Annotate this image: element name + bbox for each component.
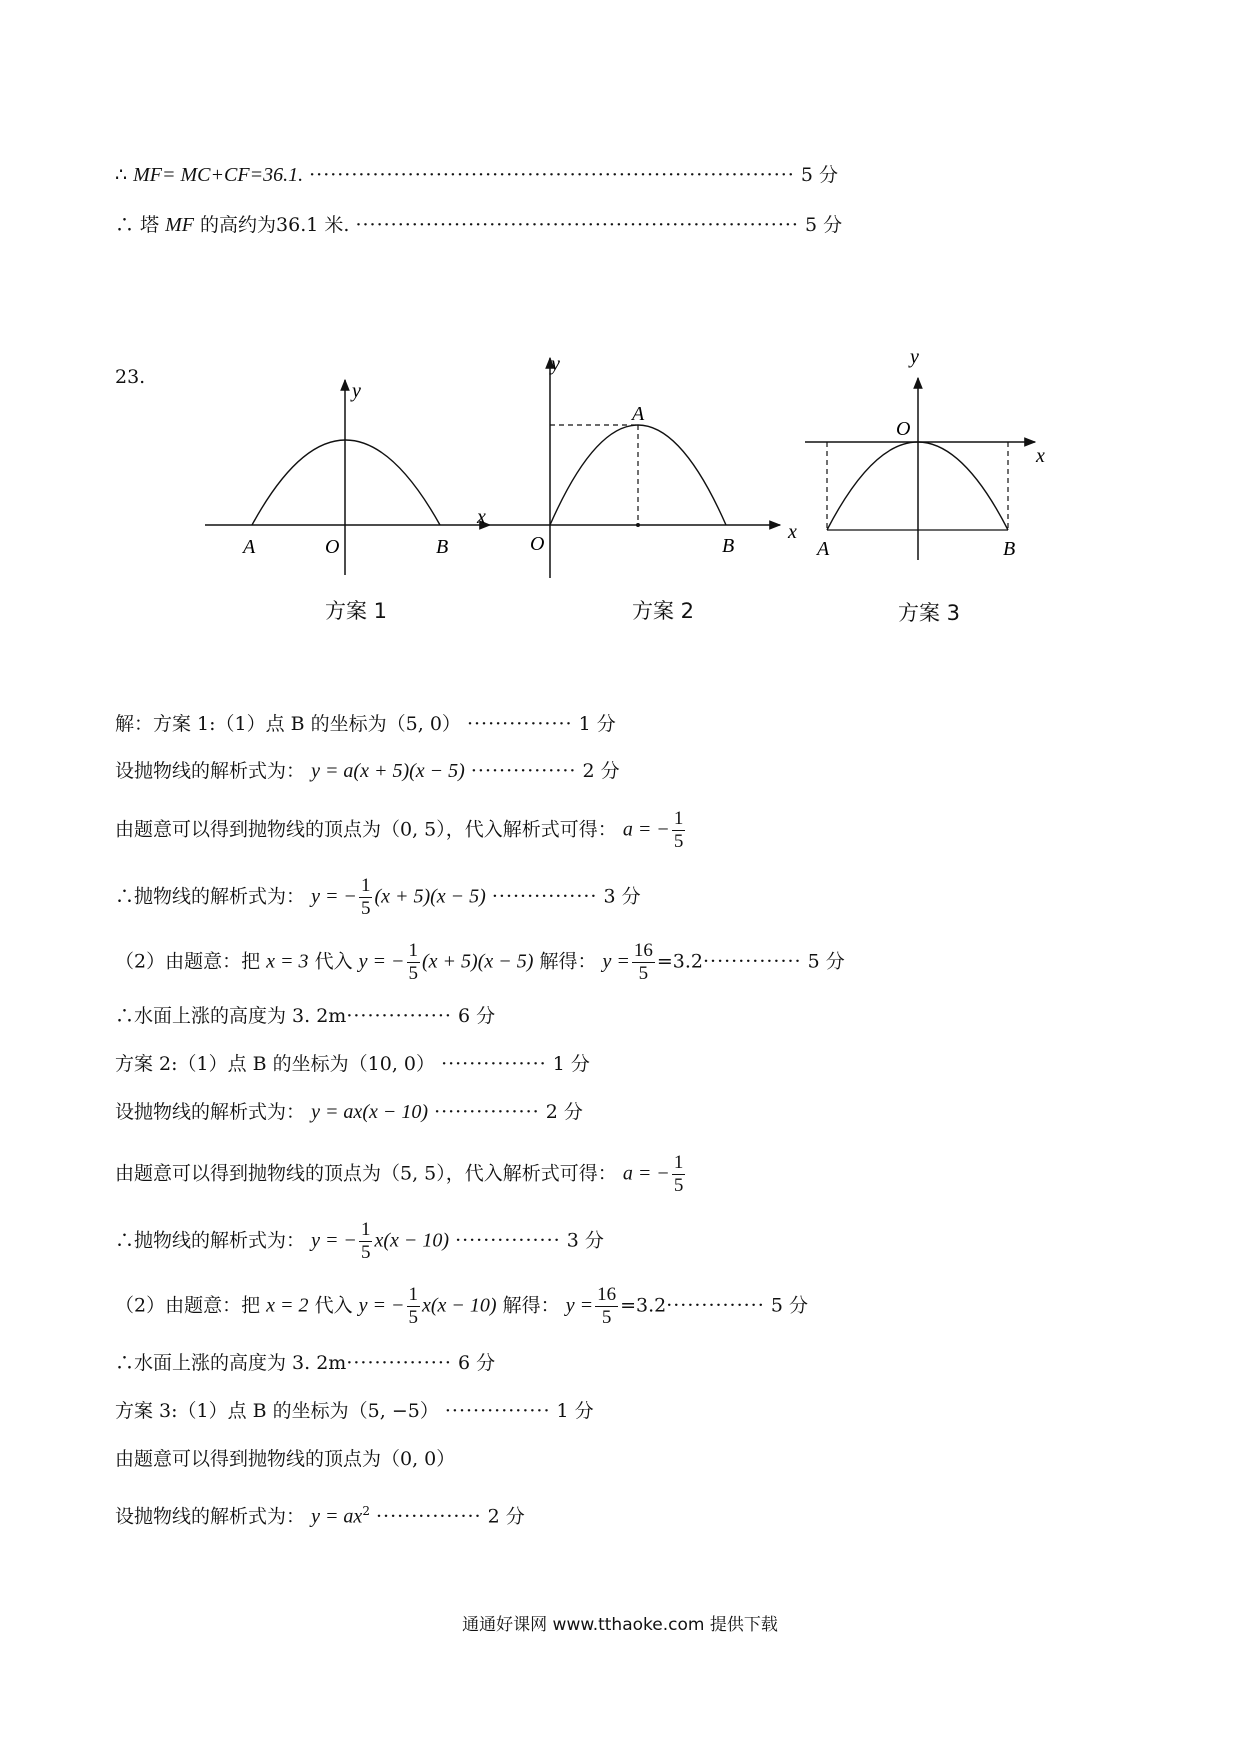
solution-text: 由题意可以得到抛物线的顶点为（0, 5），代入解析式可得：: [115, 818, 617, 841]
dot-leader: ···············: [434, 1101, 540, 1123]
formula: y = −: [358, 950, 405, 973]
fraction: [595, 1284, 618, 1329]
dot-leader: ···············: [470, 760, 577, 782]
scheme2-label-x: x: [788, 521, 797, 543]
scheme2-label-a: A: [632, 403, 645, 425]
fraction: [359, 875, 373, 920]
scheme2-caption: 方案 2: [632, 599, 695, 623]
dot-leader: ··············: [703, 950, 802, 973]
fraction: [632, 940, 655, 985]
formula: x = 3: [266, 950, 309, 973]
solution-text: 解：方案 1:（1）点 B 的坐标为（5, 0）: [115, 713, 461, 735]
solution-text: ∴水面上涨的高度为 3. 2m: [115, 1352, 347, 1374]
scheme2-foot-point: [636, 523, 640, 527]
formula: a = −: [622, 818, 670, 841]
numerator: 1: [360, 875, 371, 896]
s3-line-1: [115, 1398, 594, 1424]
exponent: 2: [362, 1504, 370, 1518]
scheme3-label-o: O: [896, 418, 911, 440]
numerator: 16: [597, 1284, 617, 1305]
score: 1 分: [578, 713, 616, 735]
s2-line-4: [115, 1219, 604, 1264]
numerator: 1: [673, 1152, 684, 1173]
solution-text: ∴水面上涨的高度为 3. 2m: [115, 1005, 347, 1027]
denominator: 5: [673, 831, 684, 852]
dot-leader: ···············: [444, 1400, 551, 1422]
conclusion-line-1: [115, 162, 838, 188]
scheme3-caption: 方案 3: [898, 601, 961, 625]
conclusion-text: 的高约为36.1 米.: [200, 214, 350, 236]
s2-line-5: [115, 1284, 808, 1329]
page-footer: 通通好课网 www.tthaoke.com 提供下载: [462, 1615, 778, 1635]
scheme1-label-b: B: [436, 536, 449, 558]
scheme2-label-b: B: [722, 535, 735, 557]
dot-leader: ·····································································: [309, 164, 795, 186]
solution-text: 设抛物线的解析式为：: [115, 760, 306, 782]
score: 5 分: [805, 214, 843, 236]
s1-line-5: [115, 940, 845, 985]
numerator: 1: [360, 1219, 371, 1240]
fraction: [672, 1152, 686, 1197]
formula: y = ax(x − 10): [311, 1101, 429, 1123]
numerator: 16: [633, 940, 653, 961]
scheme1-label-a: A: [243, 536, 256, 558]
numerator: 1: [408, 1284, 418, 1305]
formula: x(x − 10): [374, 1229, 450, 1252]
score: 6 分: [457, 1005, 496, 1027]
denominator: 5: [673, 1175, 684, 1196]
formula: =3.2: [656, 950, 704, 973]
solution-text: （2）由题意：把: [115, 1294, 261, 1317]
s1-line-3: [115, 808, 687, 853]
solution-text: 方案 2:（1）点 B 的坐标为（10, 0）: [115, 1053, 436, 1075]
dot-leader: ··············: [666, 1294, 765, 1317]
conclusion-text: ∴ 塔: [115, 214, 160, 236]
dot-leader: ···············: [466, 713, 573, 735]
solution-text: 解得：: [539, 950, 597, 973]
score: 6 分: [457, 1352, 496, 1374]
therefore-symbol: ∴: [115, 164, 128, 186]
denominator: 5: [638, 963, 649, 984]
numerator: 1: [673, 808, 684, 829]
formula: x(x − 10): [422, 1294, 497, 1317]
s3-line-2: [115, 1446, 455, 1472]
formula: y = −: [358, 1294, 405, 1317]
s2-line-6: [115, 1350, 495, 1376]
s2-line-1: [115, 1051, 590, 1077]
dot-leader: ···············: [346, 1352, 452, 1374]
score: 3 分: [566, 1229, 604, 1252]
scheme1-caption: 方案 1: [325, 599, 388, 623]
formula: y = ax: [311, 1505, 363, 1528]
dot-leader: ···············: [455, 1229, 561, 1252]
scheme3-figure: [805, 346, 1045, 560]
scheme1-parabola: [252, 440, 440, 525]
dot-leader: ···············: [376, 1505, 482, 1528]
dot-leader: ···············: [441, 1053, 547, 1075]
mf-expression: MF= MC+CF=36.1.: [133, 164, 304, 186]
formula: y = −: [311, 885, 357, 908]
scheme3-label-y: y: [910, 346, 919, 368]
solution-text: （2）由题意：把: [115, 950, 261, 973]
solution-text: 设抛物线的解析式为：: [115, 1101, 306, 1123]
figures-row: [0, 340, 1240, 640]
score: 5 分: [770, 1294, 808, 1317]
s2-line-3: [115, 1152, 687, 1197]
score: 1 分: [556, 1400, 594, 1422]
solution-text: 方案 3:（1）点 B 的坐标为（5, −5）: [115, 1400, 439, 1422]
denominator: 5: [601, 1307, 612, 1328]
question-number: 23.: [115, 366, 146, 388]
score: 1 分: [552, 1053, 590, 1075]
fraction: [407, 1284, 421, 1329]
fraction: [672, 808, 686, 853]
solution-text: 由题意可以得到抛物线的顶点为（0, 0）: [115, 1448, 456, 1470]
solution-text: 由题意可以得到抛物线的顶点为（5, 5），代入解析式可得：: [115, 1162, 617, 1185]
scheme1-label-x: x: [477, 506, 486, 528]
fraction: [359, 1219, 373, 1264]
solution-text: 代入: [314, 950, 353, 973]
s1-line-4: [115, 875, 641, 920]
scheme2-figure: [490, 353, 797, 578]
denominator: 5: [360, 1242, 371, 1263]
score: 5 分: [807, 950, 845, 973]
dot-leader: ·······························································: [355, 214, 799, 236]
dot-leader: ···············: [491, 885, 598, 908]
formula: (x + 5)(x − 5): [422, 950, 534, 973]
solution-text: 代入: [314, 1294, 353, 1317]
formula: y = −: [311, 1229, 357, 1252]
score: 3 分: [603, 885, 641, 908]
s1-line-6: [115, 1003, 495, 1029]
score: 2 分: [582, 760, 620, 782]
scheme1-label-y: y: [352, 380, 361, 402]
formula: a = −: [622, 1162, 670, 1185]
formula: (x + 5)(x − 5): [374, 885, 486, 908]
s1-line-1: [115, 711, 616, 737]
s1-line-2: [115, 758, 620, 784]
formula: =3.2: [620, 1294, 667, 1317]
score: 2 分: [487, 1505, 525, 1528]
s2-line-2: [115, 1099, 583, 1125]
s3-line-3: [115, 1498, 525, 1529]
formula: y = a(x + 5)(x − 5): [311, 760, 465, 782]
fraction: [407, 940, 421, 985]
scheme3-label-a: A: [817, 538, 830, 560]
formula: y =: [565, 1294, 594, 1317]
formula: y =: [602, 950, 630, 973]
numerator: 1: [408, 940, 418, 961]
dot-leader: ···············: [346, 1005, 452, 1027]
solution-text: 解得：: [502, 1294, 560, 1317]
denominator: 5: [408, 1307, 418, 1328]
scheme2-label-y: y: [551, 353, 560, 375]
scheme-figures: [0, 340, 1240, 640]
conclusion-line-2: [115, 212, 842, 238]
solution-text: 设抛物线的解析式为：: [115, 1505, 306, 1528]
score: 2 分: [545, 1101, 583, 1123]
solution-text: ∴抛物线的解析式为：: [115, 1229, 306, 1252]
scheme3-label-x: x: [1036, 445, 1045, 467]
formula: x = 2: [266, 1294, 309, 1317]
scheme3-label-b: B: [1003, 538, 1016, 560]
scheme2-label-o: O: [530, 533, 545, 555]
denominator: 5: [360, 898, 371, 919]
mf-symbol: MF: [165, 214, 194, 236]
scheme1-label-o: O: [325, 536, 340, 558]
solution-text: ∴抛物线的解析式为：: [115, 885, 306, 908]
denominator: 5: [408, 963, 418, 984]
scheme1-figure: [205, 380, 490, 575]
score: 5 分: [800, 164, 839, 186]
